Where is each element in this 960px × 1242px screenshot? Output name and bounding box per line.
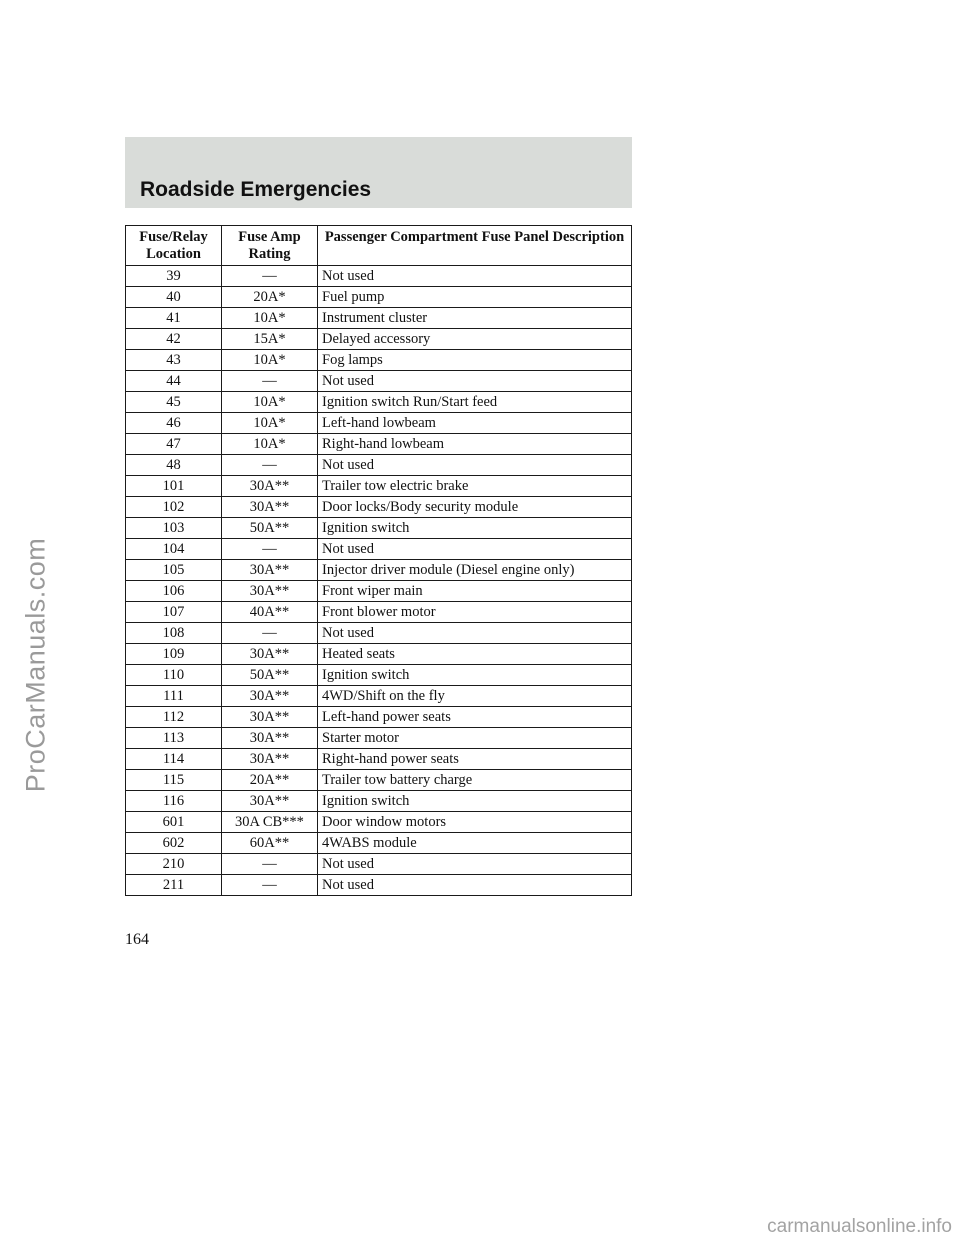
fuse-description-cell: Not used (318, 455, 632, 476)
fuse-rating-cell: — (222, 539, 318, 560)
fuse-location-cell: 48 (126, 455, 222, 476)
fuse-rating-cell: 50A** (222, 518, 318, 539)
fuse-location-cell: 114 (126, 749, 222, 770)
fuse-description-cell: Not used (318, 623, 632, 644)
fuse-description-cell: Trailer tow battery charge (318, 770, 632, 791)
table-row (126, 560, 632, 581)
table-row (126, 455, 632, 476)
fuse-location-cell: 41 (126, 308, 222, 329)
fuse-location-cell: 210 (126, 854, 222, 875)
fuse-rating-cell: 30A** (222, 476, 318, 497)
fuse-description-cell: Door locks/Body security module (318, 497, 632, 518)
fuse-description-cell: Not used (318, 854, 632, 875)
table-header-row (126, 226, 632, 266)
fuse-rating-cell: 15A* (222, 329, 318, 350)
fuse-rating-cell: — (222, 371, 318, 392)
table-body (126, 266, 632, 896)
fuse-location-cell: 109 (126, 644, 222, 665)
fuse-rating-cell: 30A** (222, 791, 318, 812)
fuse-location-cell: 102 (126, 497, 222, 518)
fuse-rating-cell: — (222, 875, 318, 896)
fuse-location-cell: 42 (126, 329, 222, 350)
fuse-description-cell: Trailer tow electric brake (318, 476, 632, 497)
fuse-rating-cell: 30A** (222, 728, 318, 749)
fuse-description-cell: Instrument cluster (318, 308, 632, 329)
fuse-description-cell: Not used (318, 875, 632, 896)
table-row (126, 308, 632, 329)
fuse-location-cell: 601 (126, 812, 222, 833)
fuse-location-cell: 44 (126, 371, 222, 392)
table-row (126, 350, 632, 371)
fuse-rating-cell: — (222, 854, 318, 875)
table-row (126, 749, 632, 770)
bottom-watermark: carmanualsonline.info (767, 1216, 952, 1237)
fuse-location-cell: 103 (126, 518, 222, 539)
fuse-table (125, 225, 632, 896)
fuse-description-cell: Front blower motor (318, 602, 632, 623)
fuse-description-cell: 4WD/Shift on the fly (318, 686, 632, 707)
fuse-rating-cell: 10A* (222, 392, 318, 413)
fuse-description-cell: Ignition switch Run/Start feed (318, 392, 632, 413)
fuse-rating-cell: 20A* (222, 287, 318, 308)
table-row (126, 434, 632, 455)
table-row (126, 644, 632, 665)
fuse-rating-cell: 10A* (222, 308, 318, 329)
fuse-rating-cell: 30A** (222, 581, 318, 602)
page-number: 164 (125, 931, 149, 948)
fuse-description-cell: Left-hand lowbeam (318, 413, 632, 434)
fuse-location-cell: 40 (126, 287, 222, 308)
fuse-location-cell: 108 (126, 623, 222, 644)
fuse-description-cell: Not used (318, 266, 632, 287)
fuse-description-cell: Ignition switch (318, 518, 632, 539)
side-watermark (10, 450, 62, 880)
fuse-location-cell: 43 (126, 350, 222, 371)
fuse-rating-cell: 30A** (222, 644, 318, 665)
table-row (126, 707, 632, 728)
fuse-description-cell: Right-hand lowbeam (318, 434, 632, 455)
column-header-location: Fuse/Relay Location (126, 226, 222, 266)
table-row (126, 728, 632, 749)
fuse-location-cell: 47 (126, 434, 222, 455)
table-row (126, 413, 632, 434)
table-row (126, 854, 632, 875)
fuse-rating-cell: 30A** (222, 560, 318, 581)
table-row (126, 770, 632, 791)
fuse-rating-cell: 10A* (222, 434, 318, 455)
fuse-rating-cell: 10A* (222, 413, 318, 434)
fuse-location-cell: 113 (126, 728, 222, 749)
fuse-rating-cell: 30A** (222, 686, 318, 707)
fuse-rating-cell: 30A** (222, 497, 318, 518)
side-watermark-text: ProCarManuals.com (20, 537, 51, 793)
table-row (126, 371, 632, 392)
fuse-location-cell: 39 (126, 266, 222, 287)
table-row (126, 266, 632, 287)
fuse-location-cell: 116 (126, 791, 222, 812)
fuse-location-cell: 105 (126, 560, 222, 581)
column-header-description: Passenger Compartment Fuse Panel Description (318, 226, 632, 266)
fuse-location-cell: 111 (126, 686, 222, 707)
table-row (126, 581, 632, 602)
fuse-description-cell: Starter motor (318, 728, 632, 749)
fuse-rating-cell: 60A** (222, 833, 318, 854)
table-row (126, 602, 632, 623)
fuse-description-cell: Front wiper main (318, 581, 632, 602)
table-row (126, 665, 632, 686)
fuse-rating-cell: 20A** (222, 770, 318, 791)
fuse-description-cell: Delayed accessory (318, 329, 632, 350)
column-header-rating: Fuse Amp Rating (222, 226, 318, 266)
fuse-description-cell: Heated seats (318, 644, 632, 665)
table-row (126, 518, 632, 539)
fuse-location-cell: 101 (126, 476, 222, 497)
fuse-description-cell: Left-hand power seats (318, 707, 632, 728)
table-row (126, 875, 632, 896)
fuse-description-cell: Injector driver module (Diesel engine only) (318, 560, 632, 581)
fuse-description-cell: Fuel pump (318, 287, 632, 308)
fuse-rating-cell: 30A** (222, 749, 318, 770)
fuse-description-cell: Ignition switch (318, 791, 632, 812)
fuse-description-cell: Ignition switch (318, 665, 632, 686)
table-row (126, 623, 632, 644)
fuse-description-cell: Not used (318, 539, 632, 560)
fuse-location-cell: 45 (126, 392, 222, 413)
fuse-location-cell: 602 (126, 833, 222, 854)
fuse-description-cell: Right-hand power seats (318, 749, 632, 770)
fuse-location-cell: 46 (126, 413, 222, 434)
fuse-location-cell: 115 (126, 770, 222, 791)
fuse-description-cell: Door window motors (318, 812, 632, 833)
fuse-rating-cell: 40A** (222, 602, 318, 623)
table-row (126, 686, 632, 707)
table-row (126, 812, 632, 833)
fuse-location-cell: 112 (126, 707, 222, 728)
table-row (126, 539, 632, 560)
table-row (126, 329, 632, 350)
fuse-location-cell: 211 (126, 875, 222, 896)
table-row (126, 476, 632, 497)
fuse-location-cell: 110 (126, 665, 222, 686)
fuse-rating-cell: — (222, 455, 318, 476)
table-row (126, 497, 632, 518)
fuse-location-cell: 107 (126, 602, 222, 623)
fuse-rating-cell: — (222, 266, 318, 287)
fuse-rating-cell: 10A* (222, 350, 318, 371)
fuse-rating-cell: — (222, 623, 318, 644)
table-row (126, 833, 632, 854)
fuse-location-cell: 104 (126, 539, 222, 560)
fuse-description-cell: Not used (318, 371, 632, 392)
section-title: Roadside Emergencies (140, 178, 372, 201)
fuse-description-cell: 4WABS module (318, 833, 632, 854)
table-row (126, 791, 632, 812)
fuse-rating-cell: 50A** (222, 665, 318, 686)
table-row (126, 392, 632, 413)
fuse-location-cell: 106 (126, 581, 222, 602)
fuse-rating-cell: 30A** (222, 707, 318, 728)
fuse-description-cell: Fog lamps (318, 350, 632, 371)
table-row (126, 287, 632, 308)
section-header (125, 137, 632, 208)
fuse-rating-cell: 30A CB*** (222, 812, 318, 833)
